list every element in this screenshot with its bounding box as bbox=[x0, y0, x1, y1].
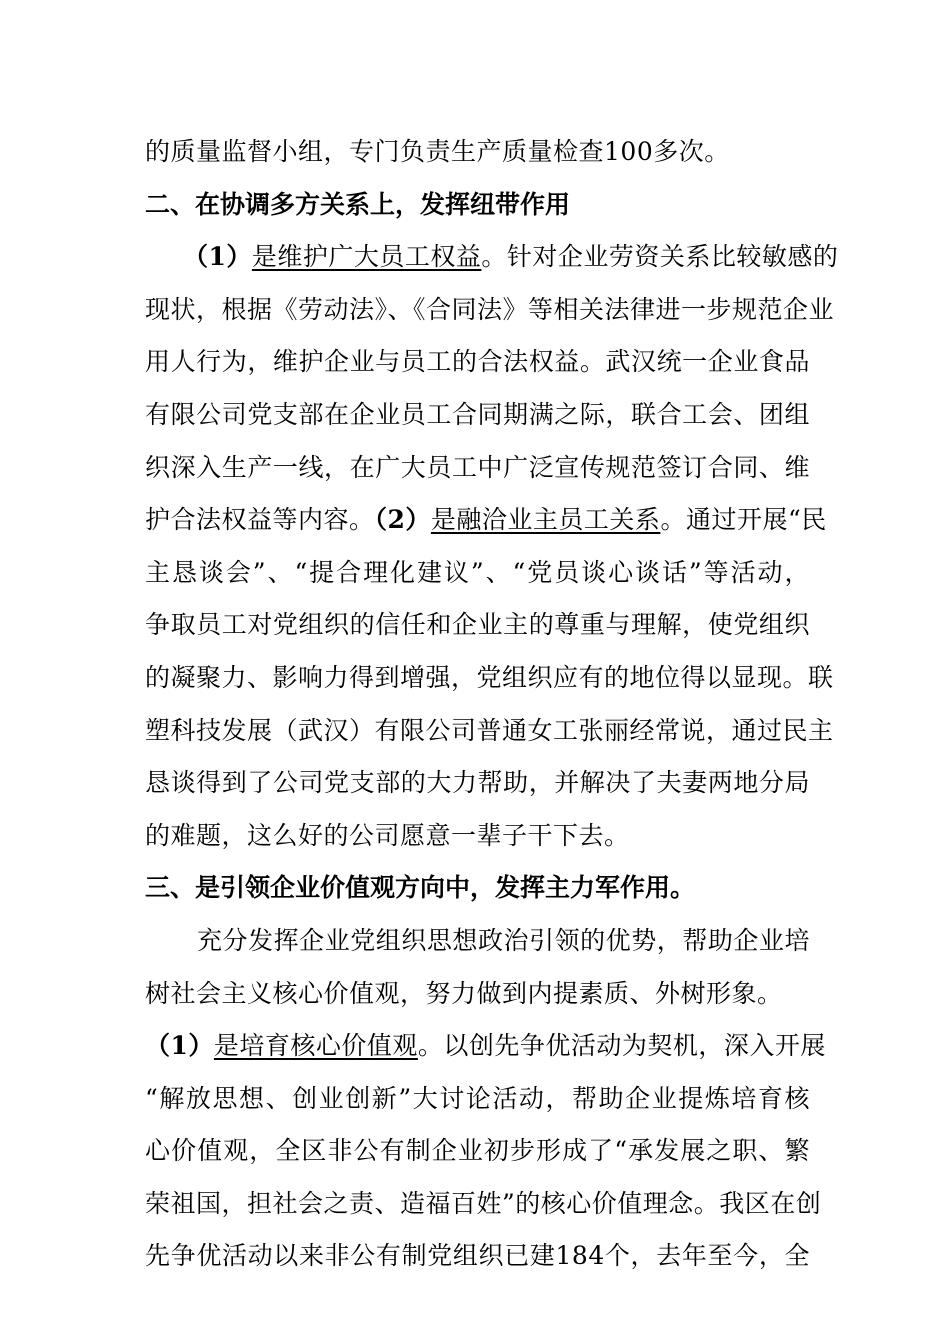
document-page bbox=[145, 126, 839, 1283]
underlined-phrase: 是培育核心价值观 bbox=[213, 1031, 418, 1061]
text-line-7: 织深入生产一线，在广大员工中广泛宣传规范签订合同、维 bbox=[145, 452, 810, 482]
text-line-22: 先争优活动以来非公有制党组织已建184个，去年至今，全 bbox=[145, 1241, 810, 1271]
text-line-19: “解放思想、创业创新”大讨论活动，帮助企业提炼培育核 bbox=[145, 1083, 810, 1113]
text-line-8 bbox=[145, 494, 827, 547]
text-line-1: 的质量监督小组，专门负责生产质量检查100多次。 bbox=[145, 137, 730, 166]
text-line-13: 恳谈得到了公司党支部的大力帮助，并解决了夫妻两地分局 bbox=[145, 768, 810, 798]
item-number: （1） bbox=[183, 242, 252, 272]
text-line-14: 的难题，这么好的公司愿意一辈子干下去。 bbox=[145, 820, 630, 850]
underlined-phrase: 是维护广大员工权益 bbox=[251, 242, 482, 272]
text-line-5: 用人行为，维护企业与员工的合法权益。武汉统一企业食品 bbox=[145, 347, 810, 377]
text-run: 。以创先争优活动为契机，深入开展 bbox=[417, 1031, 826, 1061]
text-line-10: 争取员工对党组织的信任和企业主的尊重与理解，使党组织 bbox=[145, 610, 810, 640]
section-heading-2: 二、在协调多方关系上，发挥纽带作用 bbox=[145, 189, 571, 219]
section-heading-3: 三、是引领企业价值观方向中，发挥主力军作用。 bbox=[145, 873, 696, 903]
text-line-16: 充分发挥企业党组织思想政治引领的优势，帮助企业培 bbox=[197, 925, 810, 955]
text-line-17: 树社会主义核心价值观，努力做到内提素质、外树形象。 bbox=[145, 978, 783, 1008]
text-line-18 bbox=[145, 1020, 826, 1073]
text-line-4: 现状，根据《劳动法》、《合同法》等相关法律进一步规范企业 bbox=[145, 294, 835, 324]
text-run: 。通过开展“民 bbox=[660, 505, 827, 535]
text-run: 。针对企业劳资关系比较敏感的 bbox=[481, 242, 839, 272]
underlined-phrase: 是融洽业主员工关系 bbox=[430, 505, 661, 535]
text-line-21: 荣祖国，担社会之责、造福百姓”的核心价值理念。我区在创 bbox=[145, 1188, 822, 1218]
item-number: （2） bbox=[374, 505, 431, 535]
text-line-9: 主恳谈会”、“提合理化建议”、“党员谈心谈话”等活动， bbox=[145, 557, 810, 587]
text-line-3 bbox=[145, 231, 839, 284]
item-number: （1） bbox=[145, 1031, 214, 1061]
text-line-11: 的凝聚力、影响力得到增强，党组织应有的地位得以显现。联 bbox=[145, 662, 834, 692]
text-line-6: 有限公司党支部在企业员工合同期满之际，联合工会、团组 bbox=[145, 399, 810, 429]
text-line-12: 塑科技发展（武汉）有限公司普通女工张丽经常说，通过民主 bbox=[145, 715, 834, 745]
text-run: 护合法权益等内容。 bbox=[145, 505, 375, 535]
text-line-20: 心价值观，全区非公有制企业初步形成了“承发展之职、繁 bbox=[145, 1136, 810, 1166]
